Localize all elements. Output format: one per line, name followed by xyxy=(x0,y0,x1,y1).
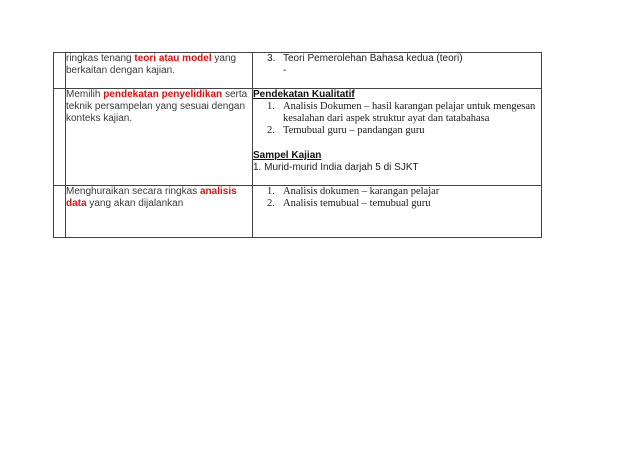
section-heading: Sampel Kajian xyxy=(253,150,322,161)
table-row xyxy=(54,186,542,238)
list-text: Teori Pemerolehan Bahasa kedua (teori) xyxy=(283,53,463,64)
criteria-text: Memilih xyxy=(66,89,104,100)
list-number: 1. xyxy=(267,186,275,197)
content-cell xyxy=(253,89,542,186)
criteria-cell xyxy=(66,186,253,238)
list-item xyxy=(253,53,541,65)
list-item xyxy=(253,101,541,125)
criteria-highlight: analisis data xyxy=(66,186,237,209)
content-table xyxy=(53,52,542,238)
row-marker-cell xyxy=(54,89,66,186)
criteria-highlight: teori atau model xyxy=(134,53,212,64)
list-item xyxy=(253,125,541,137)
criteria-text: Menghuraikan secara ringkas xyxy=(66,186,200,197)
list-item xyxy=(253,186,541,198)
table-row xyxy=(54,53,542,89)
row-marker-cell xyxy=(54,186,66,238)
criteria-text: yang berkaitan dengan kajian. xyxy=(66,53,237,76)
content-cell xyxy=(253,186,542,238)
list-text: Temubual guru – pandangan guru xyxy=(283,125,425,136)
list-number: 1. xyxy=(267,101,275,112)
criteria-text: yang akan dijalankan xyxy=(86,198,184,209)
sample-text: 1. Murid-murid India darjah 5 di SJKT xyxy=(253,162,419,173)
list-item xyxy=(253,198,541,210)
list-number: 2. xyxy=(267,125,275,136)
row-marker-cell xyxy=(54,53,66,89)
criteria-text: serta teknik persampelan yang sesuai dengan konteks kajian. xyxy=(66,89,248,124)
list-text: Analisis dokumen – karangan pelajar xyxy=(283,186,440,197)
dash-text: - xyxy=(283,65,287,76)
content-cell xyxy=(253,53,542,89)
list-item xyxy=(253,65,541,77)
table-row xyxy=(54,89,542,186)
criteria-cell xyxy=(66,53,253,89)
criteria-highlight: pendekatan penyelidikan xyxy=(103,89,223,100)
section-heading: Pendekatan Kualitatif xyxy=(253,89,355,100)
criteria-text: ringkas tenang xyxy=(66,53,135,64)
list-number: 3. xyxy=(267,53,276,64)
criteria-cell xyxy=(66,89,253,186)
list-number: 2. xyxy=(267,198,275,209)
list-text: Analisis Dokumen – hasil karangan pelajar untuk mengesan kesalahan dari aspek struktur ayat dan tatabahasa xyxy=(283,101,536,124)
list-text: Analisis temubual – temubual guru xyxy=(283,198,431,209)
